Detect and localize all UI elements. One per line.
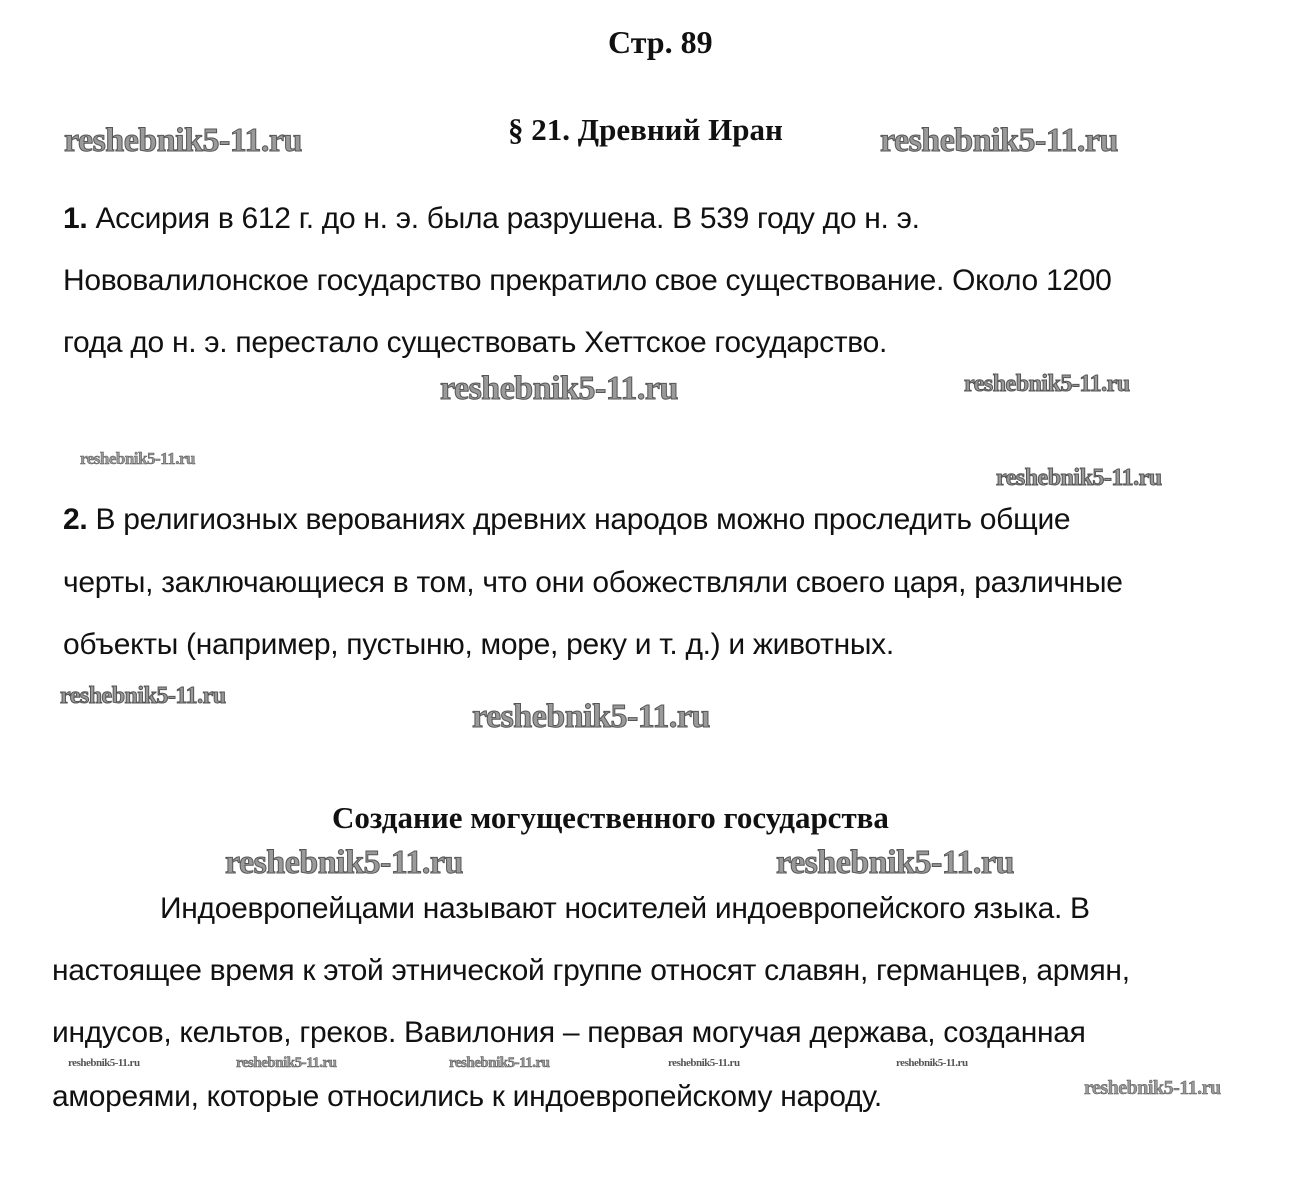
paragraph-line: настоящее время к этой этнической группе относят славян, германцев, армян, — [52, 954, 1130, 987]
q1-number: 1. — [63, 202, 88, 235]
watermark: reshebnik5-11.ru — [896, 1057, 968, 1069]
subheading: Создание могущественного государства — [332, 800, 889, 835]
watermark: reshebnik5-11.ru — [996, 465, 1162, 491]
q1-line: Нововалилонское государство прекратило свое существование. Около 1200 — [63, 264, 1112, 297]
watermark: reshebnik5-11.ru — [776, 844, 1014, 881]
page-title: Стр. 89 — [608, 24, 713, 60]
q1-line — [63, 202, 920, 236]
q2-number: 2. — [63, 503, 88, 536]
watermark: reshebnik5-11.ru — [236, 1055, 337, 1071]
q1-line: года до н. э. перестало существовать Хеттское государство. — [63, 326, 888, 359]
paragraph-line: амореями, которые относились к индоевропейскому народу. — [52, 1080, 882, 1113]
watermark: reshebnik5-11.ru — [60, 683, 226, 709]
paragraph-line: индусов, кельтов, греков. Вавилония – первая могучая держава, созданная — [52, 1016, 1086, 1049]
watermark: reshebnik5-11.ru — [68, 1057, 140, 1069]
q2-line: объекты (например, пустыню, море, реку и т. д.) и животных. — [63, 628, 894, 661]
q2-line: черты, заключающиеся в том, что они обожествляли своего царя, различные — [63, 566, 1123, 599]
paragraph-line: Индоевропейцами называют носителей индоевропейского языка. В — [160, 892, 1090, 925]
watermark: reshebnik5-11.ru — [964, 371, 1130, 397]
q1-text: Ассирия в 612 г. до н. э. была разрушена. В 539 году до н. э. — [95, 202, 920, 235]
watermark: reshebnik5-11.ru — [880, 122, 1118, 159]
watermark: reshebnik5-11.ru — [668, 1057, 740, 1069]
q2-text: В религиозных верованиях древних народов можно проследить общие — [95, 503, 1071, 536]
watermark: reshebnik5-11.ru — [1084, 1077, 1221, 1099]
q2-line — [63, 503, 1070, 537]
watermark: reshebnik5-11.ru — [80, 449, 195, 468]
watermark: reshebnik5-11.ru — [449, 1055, 550, 1071]
watermark: reshebnik5-11.ru — [64, 122, 302, 159]
watermark: reshebnik5-11.ru — [440, 370, 678, 407]
watermark: reshebnik5-11.ru — [472, 698, 710, 735]
section-title: § 21. Древний Иран — [508, 112, 783, 147]
watermark: reshebnik5-11.ru — [225, 844, 463, 881]
